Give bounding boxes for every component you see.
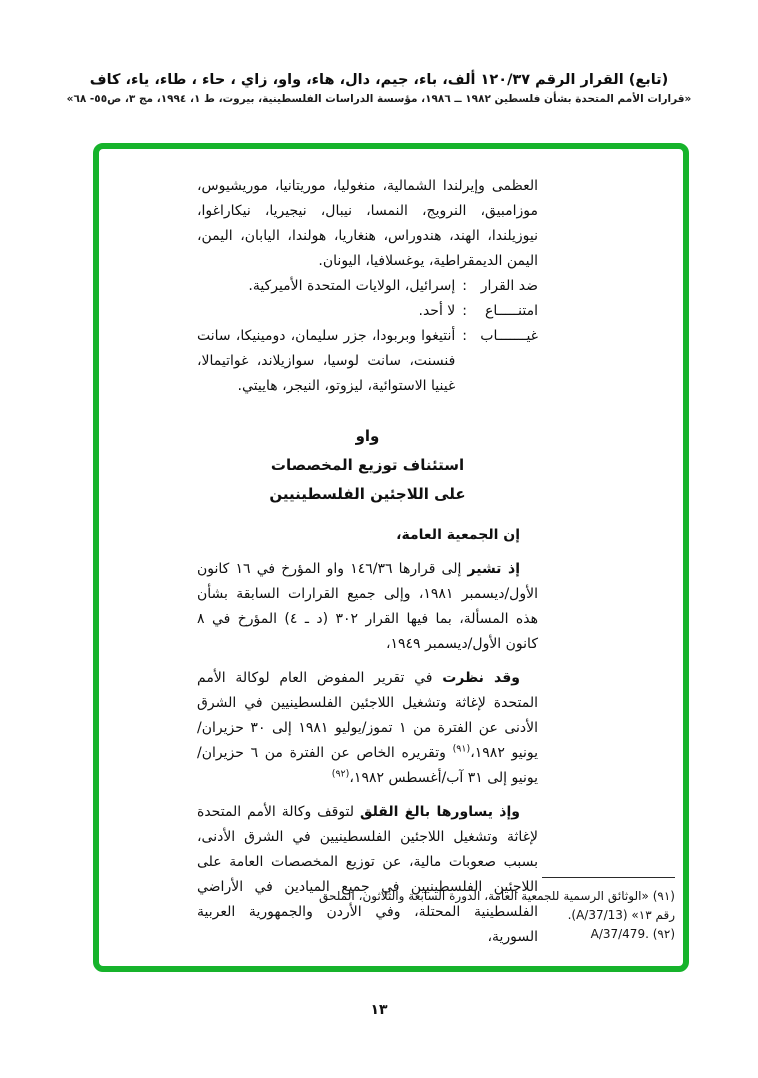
- document-header: [0, 72, 758, 105]
- paragraph-having-considered-text-2: وتقريره الخاص عن الفترة من ٦ حزيران/يونيو إلى ٣١ آب/أغسطس ١٩٨٢،: [197, 745, 538, 786]
- footnotes-section: [319, 877, 675, 944]
- source-citation: «قرارات الأمم المتحدة بشأن فلسطين ١٩٨٢ ــ ١٩٨٦، مؤسسة الدراسات الفلسطينية، بيروت، ط ١، ١٩٩٤، مج ٣، ص٥٥- ٦٨»: [66, 93, 692, 105]
- vote-abstain-value: لا أحد.: [418, 303, 456, 319]
- paragraph-deeply-concerned-lead: وإذ يساورها بالغ القلق: [359, 804, 520, 820]
- vote-absent-label: غيـــــــاب: [480, 328, 538, 344]
- footnote-92-document-code: A/37/479.: [590, 927, 649, 941]
- paragraph-deeply-concerned-text: لتوقف وكالة الأمم المتحدة لإغاثة وتشغيل اللاجئين الفلسطينيين في الشرق الأدنى، بسبب صعوبات مالية، عن توزيع المخصصات العامة على اللاجئين الفلسطينيين في جميع الميادين في الأراضي الفلسطينية المحتلة، وفي الأردن والجمهورية العربية السورية،: [197, 804, 538, 945]
- preamble-opening: إن الجمعية العامة،: [396, 527, 520, 543]
- paragraph-recalling-lead: إذ تشير: [467, 561, 520, 577]
- section-letter-heading: واو: [355, 427, 380, 445]
- vote-absent-colon: :: [462, 328, 467, 344]
- paragraph-having-considered: [197, 666, 538, 791]
- in-favour-continuation: العظمى وإيرلندا الشمالية، منغوليا، موريتانيا، موريشيوس، موزامبيق، النرويج، النمسا، نيبال، نيجيريا، نيكاراغوا، نيوزيلندا، الهند، هندوراس، هنغاريا، هولندا، اليابان، اليمن، اليمن الديمقراطية، يوغسلافيا، اليونان.: [197, 178, 538, 269]
- paragraph-recalling-text: إلى قرارها ١٤٦/٣٦ واو المؤرخ في ١٦ كانون الأول/ديسمبر ١٩٨١، وإلى جميع القرارات السابقة بشأن هذه المسألة، بما فيها القرار ٣٠٢ (د ـ ٤) المؤرخ في ٨ كانون الأول/ديسمبر ١٩٤٩،: [197, 561, 538, 652]
- vote-absent-value: أنتيغوا وبربودا، جزر سليمان، دومينيكا، سانت فنسنت، سانت لوسيا، سوازيلاند، غواتيمالا، غينيا الاستوائية، ليزوتو، النيجر، هاييتي.: [197, 328, 456, 394]
- footnote-92-marker: (٩٢): [652, 927, 675, 941]
- resolution-body: [99, 149, 683, 950]
- vote-abstain-colon: :: [462, 303, 467, 319]
- vote-against-value: إسرائيل، الولايات المتحدة الأميركية.: [248, 278, 456, 294]
- footnote-91: [319, 887, 675, 925]
- vote-abstain-row: [197, 299, 538, 324]
- vote-against-colon: :: [462, 278, 467, 294]
- section-title-line-1: استئناف توزيع المخصصات: [270, 456, 465, 474]
- footnote-ref-91: (٩١): [452, 743, 471, 755]
- paragraph-recalling: [197, 557, 538, 657]
- section-heading-block: [197, 421, 538, 509]
- footnote-91-text: «الوثائق الرسمية للجمعية العامة، الدورة السابعة والثلاثون، الملحق رقم ١٣» (A/37/13).: [319, 889, 675, 922]
- section-title-line-2: على اللاجئين الفلسطينيين: [269, 485, 466, 503]
- page-number: ١٣: [370, 1002, 388, 1018]
- footnote-separator-rule: [542, 877, 675, 878]
- vote-against-label: ضد القرار: [480, 278, 538, 294]
- footnote-91-marker: (٩١): [652, 889, 675, 903]
- resolution-title: (تابع) القرار الرقم ١٢٠/٣٧ ألف، باء، جيم، دال، هاء، واو، زاي ، حاء ، طاء، ياء، كاف: [89, 72, 669, 88]
- vote-abstain-label: امتنـــــاع: [485, 303, 538, 319]
- paragraph-having-considered-lead: وقد نظرت: [442, 670, 520, 686]
- paragraph-having-considered-text: في تقرير المفوض العام لوكالة الأمم المتحدة لإغاثة وتشغيل اللاجئين الفلسطينيين في الشرق الأدنى عن الفترة من ١ تموز/يوليو ١٩٨١ إلى ٣٠ حزيران/يونيو ١٩٨٢،: [197, 670, 539, 761]
- footnote-ref-92: (٩٢): [331, 768, 350, 780]
- vote-against-row: [197, 274, 538, 299]
- footnote-92: [319, 925, 675, 944]
- green-border-box: [93, 143, 689, 972]
- vote-absent-row: [197, 324, 538, 399]
